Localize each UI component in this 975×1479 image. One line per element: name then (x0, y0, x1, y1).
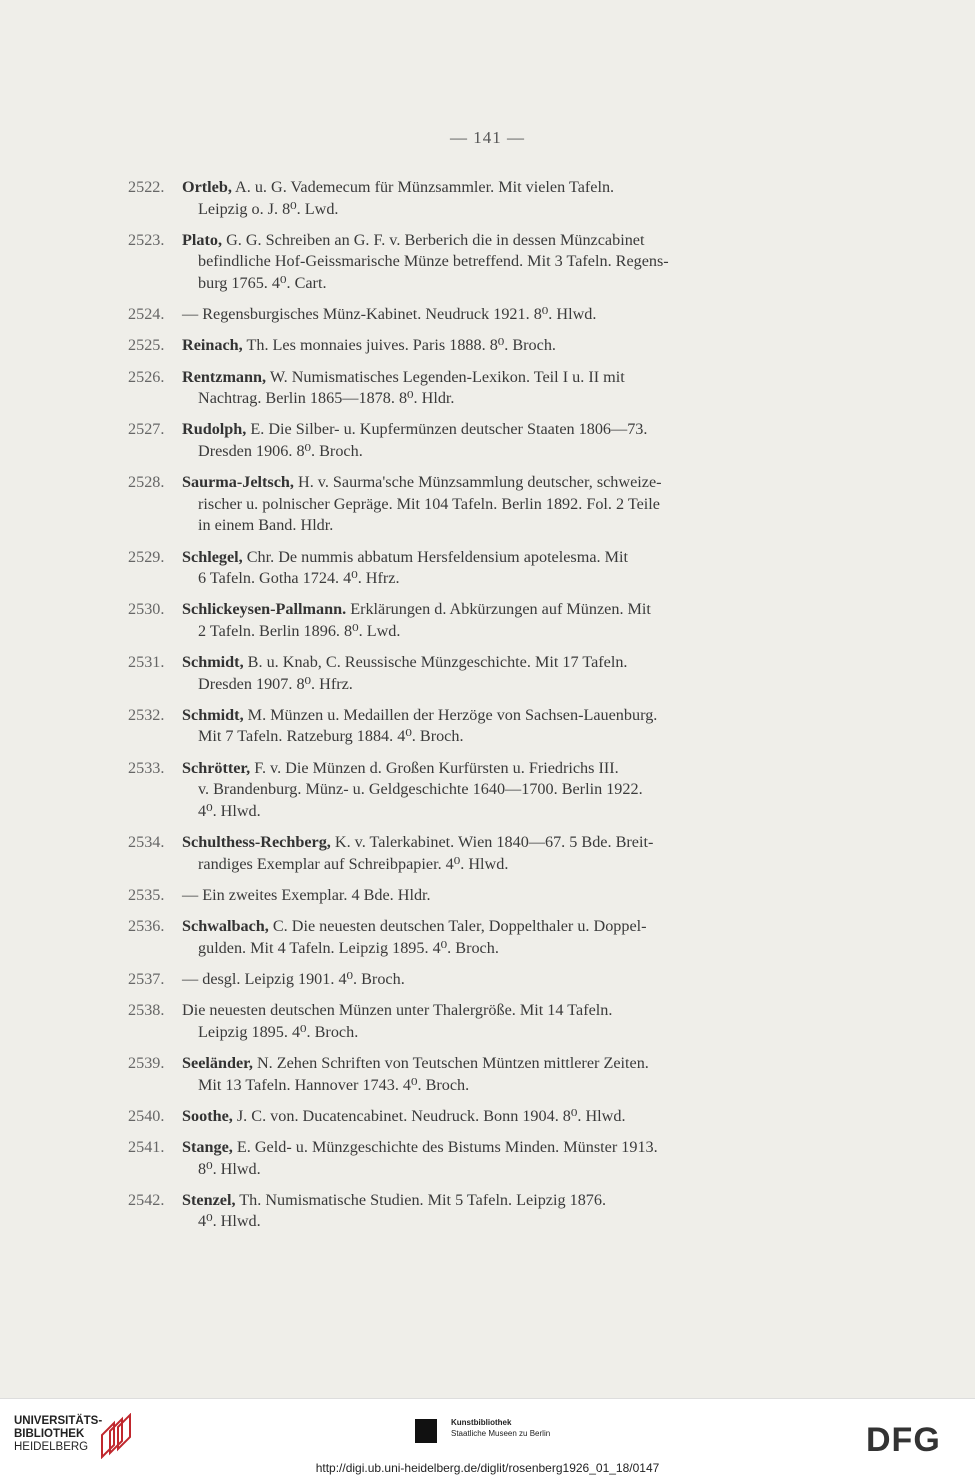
entry-details: Leipzig o. J. 8⁰. Lwd. (198, 199, 339, 218)
entry-number: 2540. (128, 1106, 165, 1125)
entry-text (182, 832, 810, 875)
kunstbibliothek-emblem-icon (415, 1419, 437, 1443)
entry-number: 2536. (128, 917, 165, 936)
entry-number: 2529. (128, 547, 165, 566)
entry-text (182, 1137, 810, 1180)
uni-logo-line1: UNIVERSITÄTS- (14, 1415, 103, 1427)
entry-number: 2526. (128, 367, 165, 386)
catalog-entry (128, 1053, 810, 1096)
entry-author: Schmidt, (182, 653, 244, 672)
entry-title: J. C. von. Ducatencabinet. Neudruck. Bonn 1904. 8⁰. Hlwd. (232, 1106, 626, 1125)
entry-text (182, 177, 810, 220)
entry-author: Schwalbach, (182, 917, 269, 936)
catalog-entry (128, 1190, 810, 1233)
entry-details: rischer u. polnischer Gepräge. Mit 104 Tafeln. Berlin 1892. Fol. 2 Teile in einem Band. Hldr. (198, 494, 660, 535)
catalog-entry (128, 885, 810, 907)
entry-title: B. u. Knab, C. Reussische Münzgeschichte. Mit 17 Tafeln. (243, 653, 628, 672)
entry-text (182, 335, 810, 357)
entry-text (182, 367, 810, 410)
catalog-entry (128, 758, 810, 823)
entry-text (182, 705, 810, 748)
entry-title: C. Die neuesten deutschen Taler, Doppelthaler u. Doppel- (268, 917, 647, 936)
entry-author: Saurma-Jeltsch, (182, 473, 294, 492)
entry-details: 4⁰. Hlwd. (198, 1212, 261, 1231)
page-url-link[interactable]: http://digi.ub.uni-heidelberg.de/diglit/rosenberg1926_01_18/0147 (315, 1461, 660, 1475)
catalog-entry (128, 230, 810, 295)
entry-details: Dresden 1907. 8⁰. Hfrz. (198, 674, 353, 693)
entry-title: — Regensburgisches Münz-Kabinet. Neudruck 1921. 8⁰. Hlwd. (182, 305, 597, 324)
entry-author: Schrötter, (182, 758, 251, 777)
entry-title: Chr. De nummis abbatum Hersfeldensium apotelesma. Mit (242, 547, 628, 566)
entry-number: 2534. (128, 833, 165, 852)
uni-logo-line3: HEIDELBERG (14, 1441, 89, 1453)
catalog-entry (128, 547, 810, 590)
catalog-entry (128, 599, 810, 642)
catalog-entry (128, 419, 810, 462)
entry-author: Rudolph, (182, 420, 247, 439)
entry-number: 2525. (128, 336, 165, 355)
entry-title: H. v. Saurma'sche Münzsammlung deutscher, schweize- (293, 473, 662, 492)
entry-title: Th. Les monnaies juives. Paris 1888. 8⁰. Broch. (242, 336, 556, 355)
entry-number: 2528. (128, 473, 165, 492)
entry-author: Schmidt, (182, 705, 244, 724)
entry-title: N. Zehen Schriften von Teutschen Müntzen mittlerer Zeiten. (252, 1054, 649, 1073)
entry-details: v. Brandenburg. Münz- u. Geldgeschichte 1640—1700. Berlin 1922. 4⁰. Hlwd. (198, 780, 643, 820)
entry-author: Stange, (182, 1138, 233, 1157)
page-number: — 141 — (450, 128, 525, 147)
catalog-entry (128, 916, 810, 959)
entry-text (182, 599, 810, 642)
entry-number: 2539. (128, 1054, 165, 1073)
entry-details: Nachtrag. Berlin 1865—1878. 8⁰. Hldr. (198, 389, 455, 408)
entry-details: gulden. Mit 4 Tafeln. Leipzig 1895. 4⁰. Broch. (198, 938, 499, 957)
entry-number: 2523. (128, 230, 165, 249)
entry-text (182, 1000, 810, 1043)
entry-text (182, 1053, 810, 1096)
entry-author: Reinach, (182, 336, 243, 355)
entry-details: Leipzig 1895. 4⁰. Broch. (198, 1022, 359, 1041)
entry-author: Schulthess-Rechberg, (182, 833, 331, 852)
entry-text (182, 230, 810, 295)
catalog-entry (128, 652, 810, 695)
dfg-logo[interactable]: DFG (866, 1421, 941, 1459)
entry-details: Mit 7 Tafeln. Ratzeburg 1884. 4⁰. Broch. (198, 727, 464, 746)
entry-number: 2542. (128, 1190, 165, 1209)
entry-text (182, 472, 810, 537)
entry-title: A. u. G. Vademecum für Münzsammler. Mit vielen Tafeln. (231, 178, 615, 196)
entry-text (182, 652, 810, 695)
entry-details: randiges Exemplar auf Schreibpapier. 4⁰. Hlwd. (198, 854, 509, 873)
entry-author: Rentzmann, (182, 367, 267, 386)
entry-number: 2538. (128, 1001, 165, 1020)
entry-number: 2541. (128, 1138, 165, 1157)
catalog-entry (128, 1000, 810, 1043)
entry-title: E. Die Silber- u. Kupfermünzen deutscher Staaten 1806—73. (246, 420, 648, 439)
entry-author: Plato, (182, 230, 223, 249)
entry-title: W. Numismatisches Legenden-Lexikon. Teil I u. II mit (266, 367, 625, 386)
entry-author: Ortleb, (182, 178, 232, 196)
entry-text (182, 304, 810, 326)
entry-title: K. v. Talerkabinet. Wien 1840—67. 5 Bde. Breit- (330, 833, 654, 852)
catalog-entry (128, 367, 810, 410)
entry-text (182, 916, 810, 959)
entry-details: Dresden 1906. 8⁰. Broch. (198, 441, 363, 460)
entry-title: F. v. Die Münzen d. Großen Kurfürsten u. Friedrichs III. (250, 758, 619, 777)
catalog-entry (128, 832, 810, 875)
entry-number: 2530. (128, 600, 165, 619)
catalog-entries (128, 177, 810, 1243)
entry-text (182, 1106, 810, 1128)
entry-details: befindliche Hof-Geissmarische Münze betreffend. Mit 3 Tafeln. Regens- burg 1765. 4⁰. Cart. (198, 252, 669, 292)
entry-text (182, 969, 810, 991)
catalog-entry (128, 705, 810, 748)
entry-details: Mit 13 Tafeln. Hannover 1743. 4⁰. Broch. (198, 1075, 470, 1094)
entry-number: 2533. (128, 758, 165, 777)
entry-author: Stenzel, (182, 1190, 236, 1209)
entry-title: E. Geld- u. Münzgeschichte des Bistums Minden. Münster 1913. (232, 1138, 658, 1157)
entry-title: G. G. Schreiben an G. F. v. Berberich die in dessen Münzcabinet (222, 230, 645, 249)
catalog-entry (128, 1137, 810, 1180)
entry-author: Seeländer, (182, 1054, 253, 1073)
entry-title: M. Münzen u. Medaillen der Herzöge von Sachsen-Lauenburg. (243, 705, 658, 724)
kb-line1: Kunstbibliothek (451, 1418, 512, 1427)
entry-number: 2535. (128, 885, 165, 904)
entry-title: — desgl. Leipzig 1901. 4⁰. Broch. (182, 969, 405, 988)
entry-text (182, 547, 810, 590)
entry-text (182, 758, 810, 823)
entry-details: 8⁰. Hlwd. (198, 1159, 261, 1178)
university-library-logo[interactable] (14, 1415, 102, 1454)
catalog-entry (128, 1106, 810, 1128)
entry-title: Th. Numismatische Studien. Mit 5 Tafeln. Leipzig 1876. (235, 1190, 607, 1209)
entry-details: 6 Tafeln. Gotha 1724. 4⁰. Hfrz. (198, 569, 400, 588)
entry-title: Die neuesten deutschen Münzen unter Thalergröße. Mit 14 Tafeln. (182, 1001, 613, 1020)
entry-author: Soothe, (182, 1106, 233, 1125)
entry-title: — Ein zweites Exemplar. 4 Bde. Hldr. (182, 885, 431, 904)
entry-text (182, 419, 810, 462)
uni-logo-line2: BIBLIOTHEK (14, 1428, 85, 1440)
catalog-entry (128, 177, 810, 220)
footer-bar (0, 1398, 975, 1479)
entry-author: Schlickeysen-Pallmann. (182, 600, 347, 619)
catalog-entry (128, 335, 810, 357)
entry-number: 2531. (128, 653, 165, 672)
catalog-entry (128, 969, 810, 991)
entry-number: 2532. (128, 705, 165, 724)
entry-details: 2 Tafeln. Berlin 1896. 8⁰. Lwd. (198, 621, 401, 640)
entry-text (182, 885, 810, 907)
entry-number: 2537. (128, 969, 165, 988)
entry-author: Schlegel, (182, 547, 243, 566)
entry-number: 2527. (128, 420, 165, 439)
entry-number: 2522. (128, 178, 165, 196)
catalog-entry (128, 472, 810, 537)
entry-text (182, 1190, 810, 1233)
catalog-entry (128, 304, 810, 326)
kb-line2: Staatliche Museen zu Berlin (451, 1429, 551, 1438)
entry-number: 2524. (128, 305, 165, 324)
entry-title: Erklärungen d. Abkürzungen auf Münzen. Mit (346, 600, 651, 619)
university-emblem-icon (100, 1413, 134, 1459)
